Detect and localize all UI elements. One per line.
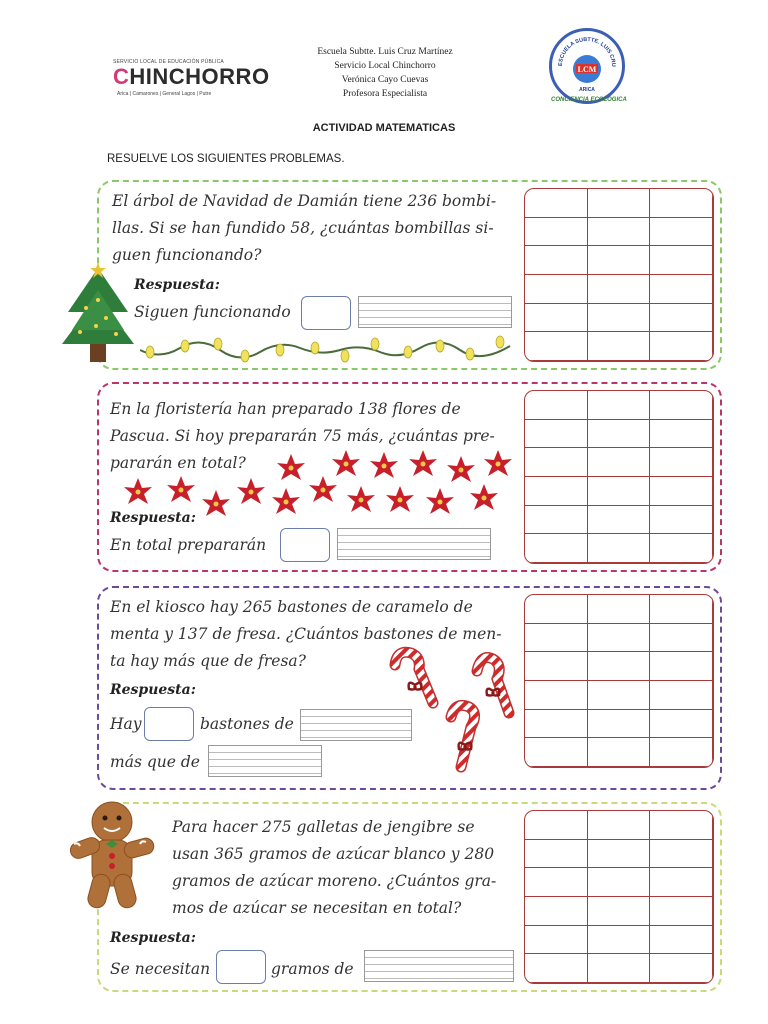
problem-4-line-4: mos de azúcar se necesitan en total? xyxy=(172,899,462,917)
problem-2-answer-lines[interactable] xyxy=(337,528,491,560)
emblem-motto: CONCIENCIA ECOLÓGICA xyxy=(551,97,627,103)
problem-3-answer-lines-2[interactable] xyxy=(208,745,322,777)
problem-1-answer-lines[interactable] xyxy=(358,296,512,328)
problem-4-respuesta: Respuesta: xyxy=(110,930,196,946)
problem-2-answer-prefix: En total prepararán xyxy=(110,536,267,554)
problem-1-answer-prefix: Siguen funcionando xyxy=(134,303,291,321)
problem-4-line-2: usan 365 gramos de azúcar blanco y 280 xyxy=(172,845,495,863)
logo-name: HINCHORRO xyxy=(129,64,270,89)
problem-2-answer-box[interactable] xyxy=(280,528,330,562)
string-lights-icon xyxy=(140,330,520,370)
problem-2-line-3: pararán en total? xyxy=(110,454,246,472)
problem-3-answer-line2: más que de xyxy=(110,753,200,771)
problem-4-line-3: gramos de azúcar moreno. ¿Cuántos gra- xyxy=(172,872,497,890)
school-info xyxy=(290,45,480,101)
chinchorro-logo xyxy=(113,64,270,90)
problem-3-work-grid[interactable] xyxy=(524,594,714,768)
problem-1-answer-box[interactable] xyxy=(301,296,351,330)
problem-4-work-grid[interactable] xyxy=(524,810,714,984)
problem-4-answer-lines[interactable] xyxy=(364,950,514,982)
problem-3-answer-prefix: Hay xyxy=(110,715,142,733)
teacher-role: Profesora Especialista xyxy=(342,89,428,99)
page-title: ACTIVIDAD MATEMATICAS xyxy=(312,122,456,134)
problem-2-respuesta: Respuesta: xyxy=(110,510,196,526)
problem-3-answer-box[interactable] xyxy=(144,707,194,741)
teacher-name: Verónica Cayo Cuevas xyxy=(341,75,429,85)
problem-4-line-1: Para hacer 275 galletas de jengibre se xyxy=(172,818,475,836)
problem-1-line-1: El árbol de Navidad de Damián tiene 236 bombi- xyxy=(112,192,497,210)
emblem-graphic xyxy=(552,31,622,101)
problem-1-work-grid[interactable] xyxy=(524,188,714,362)
problem-1-line-3: guen funcionando? xyxy=(112,246,262,264)
christmas-tree-icon xyxy=(56,260,140,378)
school-emblem xyxy=(549,28,625,104)
problem-1-line-2: llas. Si se han fundido 58, ¿cuántas bombillas si- xyxy=(112,219,494,237)
problem-3-line-2: menta y 137 de fresa. ¿Cuántos bastones de men- xyxy=(110,625,502,643)
problem-4-answer-mid: gramos de xyxy=(271,960,354,978)
logo-subtitle: Arica | Camarones | General Lagos | Putre xyxy=(117,91,212,97)
candy-cane-icon xyxy=(385,645,525,775)
school-name: Escuela Subtte. Luis Cruz Martínez xyxy=(317,47,453,57)
logo-top-text: SERVICIO LOCAL DE EDUCACIÓN PÚBLICA xyxy=(113,59,224,65)
problem-1-text xyxy=(112,188,496,269)
problem-2-line-2: Pascua. Si hoy prepararán 75 más, ¿cuántas pre- xyxy=(110,427,495,445)
problem-3-respuesta: Respuesta: xyxy=(110,682,196,698)
emblem-initials: LCM xyxy=(577,65,597,74)
problem-3-answer-mid: bastones de xyxy=(200,715,294,733)
problem-4-answer-box[interactable] xyxy=(216,950,266,984)
emblem-arc-text: ESCUELA SUBTTE. LUIS CRU xyxy=(557,36,617,67)
problem-4-answer-prefix: Se necesitan xyxy=(110,960,211,978)
problem-4-text xyxy=(172,814,496,922)
service-name: Servicio Local Chinchorro xyxy=(334,61,436,71)
problem-2-line-1: En la floristería han preparado 138 flores de xyxy=(110,400,461,418)
gingerbread-man-icon xyxy=(66,796,158,914)
problem-3-line-1: En el kiosco hay 265 bastones de caramelo de xyxy=(110,598,473,616)
logo-first-letter: C xyxy=(113,64,130,89)
problem-1-respuesta: Respuesta: xyxy=(134,277,220,293)
problem-2-work-grid[interactable] xyxy=(524,390,714,564)
emblem-city: ARICA xyxy=(579,87,595,93)
problem-3-line-3: ta hay más que de fresa? xyxy=(110,652,306,670)
instructions: RESUELVE LOS SIGUIENTES PROBLEMAS. xyxy=(107,153,345,165)
